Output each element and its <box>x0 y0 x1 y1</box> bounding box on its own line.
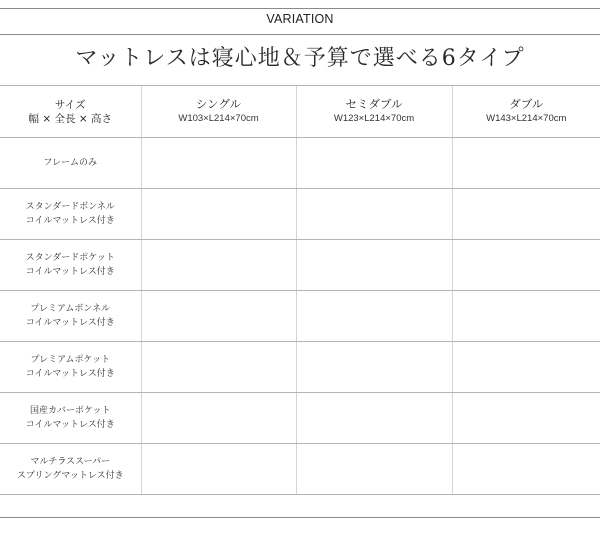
table-cell <box>141 342 296 393</box>
table-cell <box>296 444 452 495</box>
column-name: ダブル <box>509 97 544 111</box>
row-label: スタンダードポケット <box>25 253 115 263</box>
table-cell <box>141 444 296 495</box>
row-label: プレミアムボンネル <box>30 304 111 314</box>
variation-table <box>0 85 600 495</box>
table-cell <box>296 393 452 444</box>
table-row <box>0 342 600 393</box>
table-cell <box>141 393 296 444</box>
row-label-cell <box>0 393 141 444</box>
column-name: シングル <box>195 97 242 111</box>
column-header-single <box>141 86 296 138</box>
row-sublabel: スプリングマットレス付き <box>16 471 124 481</box>
size-header-cell <box>0 86 141 138</box>
column-header-double <box>452 86 600 138</box>
page-title: マットレスは寝心地＆予算で選べる6タイプ <box>75 46 525 71</box>
row-label: マルチラススーパー <box>30 457 111 467</box>
row-sublabel: コイルマットレス付き <box>25 318 115 328</box>
row-label-cell <box>0 444 141 495</box>
column-size: W143×L214×70cm <box>486 113 567 124</box>
table-cell <box>296 291 452 342</box>
row-label-cell <box>0 240 141 291</box>
dimension-header-label: 幅 × 全長 × 高さ <box>28 112 112 125</box>
section-label: VARIATION <box>266 12 334 26</box>
table-cell <box>141 291 296 342</box>
row-label: 国産カバーポケット <box>29 406 111 416</box>
table-cell <box>452 189 600 240</box>
table-cell <box>296 189 452 240</box>
top-divider <box>0 8 600 9</box>
table-row <box>0 393 600 444</box>
table-row <box>0 291 600 342</box>
row-label-cell <box>0 291 141 342</box>
table-cell <box>296 240 452 291</box>
table-cell <box>296 342 452 393</box>
column-header-semi-double <box>296 86 452 138</box>
column-size: W103×L214×70cm <box>178 113 259 124</box>
bottom-divider <box>0 517 600 518</box>
table-row <box>0 189 600 240</box>
table-cell <box>452 138 600 189</box>
row-label: スタンダードボンネル <box>25 202 115 212</box>
column-size: W123×L214×70cm <box>333 113 415 124</box>
row-sublabel: コイルマットレス付き <box>25 216 115 226</box>
row-sublabel: コイルマットレス付き <box>25 369 115 379</box>
row-sublabel: コイルマットレス付き <box>25 267 115 277</box>
table-cell <box>296 138 452 189</box>
table-row <box>0 138 600 189</box>
label-divider <box>0 34 600 35</box>
row-label-cell <box>0 189 141 240</box>
table-cell <box>452 240 600 291</box>
table-cell <box>141 189 296 240</box>
table-cell <box>452 342 600 393</box>
row-sublabel: コイルマットレス付き <box>25 420 115 430</box>
table-row <box>0 240 600 291</box>
column-name: セミダブル <box>345 97 403 111</box>
table-header-row <box>0 86 600 138</box>
row-label-cell <box>0 138 141 189</box>
row-label: プレミアムポケット <box>30 355 111 365</box>
table-cell <box>452 291 600 342</box>
table-cell <box>452 393 600 444</box>
row-label-cell <box>0 342 141 393</box>
table-row <box>0 444 600 495</box>
table-cell <box>141 240 296 291</box>
table-cell <box>141 138 296 189</box>
size-header-label: サイズ <box>54 98 86 111</box>
table-cell <box>452 444 600 495</box>
row-label: フレームのみ <box>43 158 98 168</box>
